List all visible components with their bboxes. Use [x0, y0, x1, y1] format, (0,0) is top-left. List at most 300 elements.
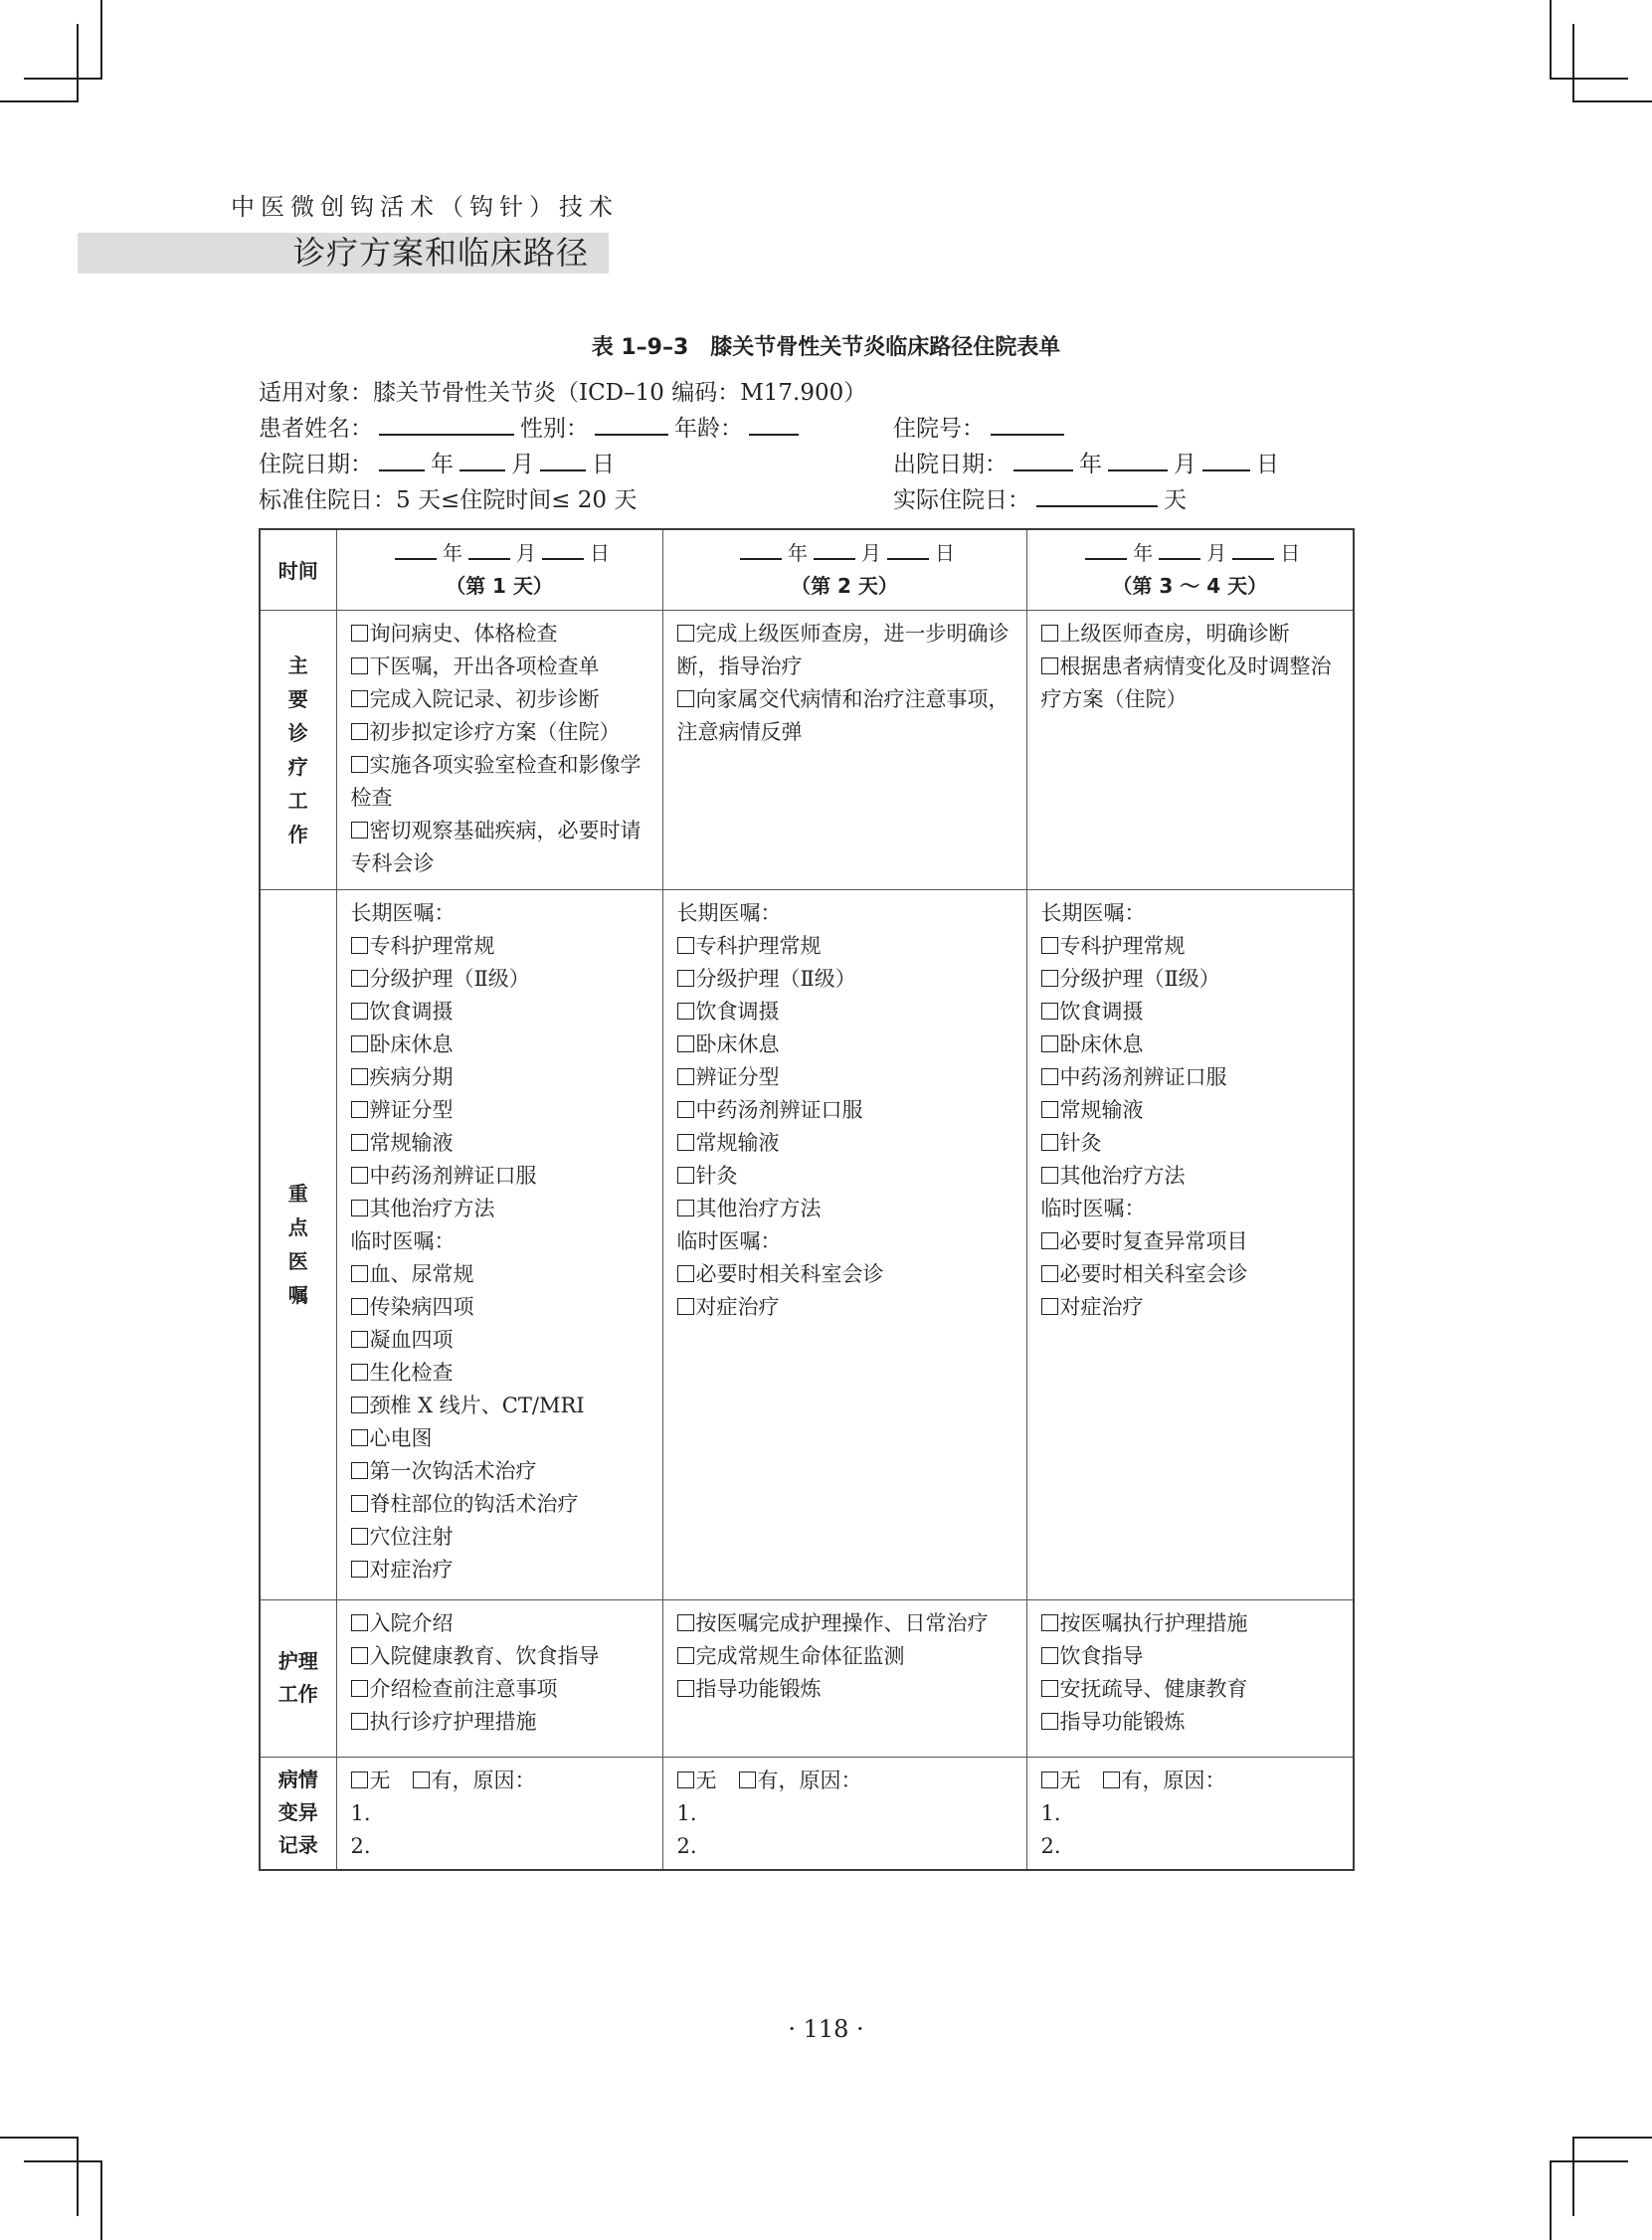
item-label: 入院介绍 — [369, 1610, 454, 1635]
item-label: 血、尿常规 — [369, 1261, 474, 1286]
checkbox-none[interactable] — [351, 1772, 368, 1788]
item-label: 颈椎 X 线片、CT/MRI — [369, 1393, 585, 1417]
days-unit: 天 — [1164, 487, 1187, 513]
checkbox[interactable] — [351, 1462, 368, 1479]
checkbox-none[interactable] — [1041, 1772, 1058, 1788]
list-cell — [336, 610, 662, 889]
checkbox[interactable] — [677, 1200, 694, 1216]
list-item — [351, 996, 650, 1028]
crop-mark — [1550, 78, 1628, 80]
list-item — [677, 1061, 1014, 1094]
checkbox[interactable] — [351, 970, 368, 987]
list-cell — [1026, 889, 1354, 1599]
item-label: 按医嘱执行护理措施 — [1059, 1610, 1248, 1635]
item-label: 辨证分型 — [695, 1064, 780, 1089]
checkbox[interactable] — [1041, 1713, 1058, 1730]
day-field[interactable] — [1232, 538, 1274, 560]
year-label: 年 — [443, 540, 462, 565]
section-title: 诊疗方案和临床路径 — [292, 234, 589, 272]
crop-mark — [1550, 0, 1552, 80]
checkbox-yes[interactable] — [413, 1772, 430, 1788]
crop-mark — [1572, 2137, 1574, 2216]
admission-month-field[interactable] — [459, 450, 505, 471]
day-column-header — [336, 529, 662, 610]
time-label: 时间 — [277, 559, 318, 584]
variance-item[interactable]: 2. — [676, 1833, 697, 1858]
admission-year-field[interactable] — [379, 450, 425, 471]
item-label: 中药汤剂辨证口服 — [695, 1097, 863, 1122]
crop-mark — [1572, 2137, 1652, 2139]
list-item — [677, 1028, 1014, 1061]
year-field[interactable] — [740, 538, 782, 560]
standard-stay: 标准住院日：5 天≤住院时间≤ 20 天 — [259, 487, 638, 513]
list-item — [351, 1488, 650, 1521]
day-label: （第 3 ～ 4 天） — [1112, 573, 1268, 598]
none-label: 无 — [695, 1768, 717, 1792]
variance-item[interactable]: 2. — [1040, 1833, 1061, 1858]
checkbox[interactable] — [1041, 1298, 1058, 1315]
actual-stay-line — [893, 482, 1187, 518]
checkbox[interactable] — [351, 657, 368, 674]
item-label: 专科护理常规 — [695, 933, 822, 958]
item-label: 分级护理（Ⅱ级） — [695, 966, 856, 991]
month-field[interactable] — [1159, 538, 1200, 560]
actual-stay-field[interactable] — [1036, 485, 1158, 507]
yes-reason-label: 有，原因： — [757, 1768, 862, 1792]
applicable-subject: 适用对象：膝关节骨性关节炎（ICD–10 编码：M17.900） — [259, 380, 867, 406]
checkbox-yes[interactable] — [1103, 1772, 1120, 1788]
list-item — [1041, 1225, 1342, 1258]
checkbox[interactable] — [677, 1680, 694, 1697]
checkbox[interactable] — [351, 690, 368, 707]
checkbox[interactable] — [1041, 1003, 1058, 1020]
yes-reason-label: 有，原因： — [1121, 1768, 1226, 1792]
month-label: 月 — [861, 540, 881, 565]
list-cell — [336, 1599, 662, 1757]
checkbox-yes[interactable] — [739, 1772, 756, 1788]
item-label: 穴位注射 — [369, 1524, 454, 1549]
list-item — [677, 1291, 1014, 1324]
item-label: 常规输液 — [695, 1130, 780, 1155]
item-label: 介绍检查前注意事项 — [369, 1676, 558, 1701]
list-item — [1041, 1061, 1342, 1094]
item-label: 其他治疗方法 — [369, 1196, 495, 1220]
variance-item[interactable]: 2. — [350, 1833, 371, 1858]
checkbox[interactable] — [351, 1068, 368, 1085]
crop-mark — [1572, 24, 1574, 102]
row-header-nursing — [260, 1599, 336, 1757]
item-label: 疾病分期 — [369, 1064, 454, 1089]
list-item — [1041, 930, 1342, 963]
checkbox[interactable] — [1041, 1134, 1058, 1151]
item-label: 常规输液 — [1059, 1097, 1144, 1122]
day-label: 日 — [935, 540, 955, 565]
list-item — [351, 1640, 650, 1673]
row-header-label: 主要诊疗工作 — [287, 653, 308, 846]
none-label: 无 — [369, 1768, 391, 1792]
book-title: 中医微创钩活术（钩针）技术 — [231, 193, 619, 221]
list-item — [351, 1521, 650, 1554]
list-item — [1041, 1258, 1342, 1291]
row-header-key-orders — [260, 889, 336, 1599]
checkbox[interactable] — [677, 1101, 694, 1118]
checkbox[interactable] — [351, 1035, 368, 1052]
checkbox[interactable] — [1041, 1232, 1058, 1249]
crop-mark — [77, 2137, 79, 2216]
variance-cell — [336, 1757, 662, 1870]
list-item — [351, 618, 650, 651]
list-item — [351, 1455, 650, 1488]
list-item — [1041, 1607, 1342, 1640]
list-item — [351, 1607, 650, 1640]
item-label: 实施各项实验室检查和影像学检查 — [350, 752, 642, 810]
clinical-pathway-table — [259, 528, 1355, 1871]
crop-mark — [1550, 2160, 1552, 2240]
table-row-nursing — [260, 1599, 1354, 1757]
checkbox[interactable] — [1041, 1167, 1058, 1184]
item-label: 卧床休息 — [369, 1031, 454, 1056]
checkbox[interactable] — [351, 1647, 368, 1664]
table-row-main-work — [260, 610, 1354, 889]
list-cell — [662, 610, 1026, 889]
age-label: 年龄： — [674, 416, 743, 442]
variance-item[interactable]: 1. — [1040, 1800, 1061, 1825]
list-cell — [662, 1599, 1026, 1757]
table-row-key-orders — [260, 889, 1354, 1599]
day-label: 日 — [1280, 540, 1301, 565]
discharge-year-field[interactable] — [1013, 450, 1073, 471]
list-item — [1041, 1028, 1342, 1061]
item-label: 中药汤剂辨证口服 — [369, 1163, 537, 1188]
item-label: 常规输液 — [369, 1130, 454, 1155]
list-item — [351, 1706, 650, 1739]
item-label: 指导功能锻炼 — [695, 1676, 822, 1701]
item-label: 心电图 — [369, 1425, 433, 1450]
item-label: 上级医师查房，明确诊断 — [1059, 621, 1290, 646]
admission-no-line — [893, 411, 1070, 447]
crop-mark — [24, 78, 102, 80]
list-item — [677, 1193, 1014, 1225]
checkbox[interactable] — [351, 1495, 368, 1512]
list-item — [1041, 1673, 1342, 1706]
list-item — [677, 1640, 1014, 1673]
year-label: 年 — [788, 540, 808, 565]
item-label: 对症治疗 — [369, 1557, 454, 1582]
checkbox[interactable] — [351, 1680, 368, 1697]
discharge-day-field[interactable] — [1202, 450, 1250, 471]
table-header-row — [260, 529, 1354, 610]
crop-mark — [0, 100, 79, 102]
patient-name-field[interactable] — [379, 414, 514, 436]
list-item — [351, 1258, 650, 1291]
item-label: 第一次钩活术治疗 — [369, 1458, 537, 1483]
checkbox[interactable] — [351, 1561, 368, 1578]
long-term-orders-label: 长期医嘱： — [350, 900, 456, 925]
checkbox[interactable] — [351, 822, 368, 839]
temporary-orders-label: 临时医嘱： — [350, 1228, 456, 1253]
item-label: 凝血四项 — [369, 1327, 454, 1352]
month-field[interactable] — [814, 538, 855, 560]
crop-mark — [1550, 2160, 1628, 2162]
list-item — [677, 1673, 1014, 1706]
checkbox[interactable] — [351, 937, 368, 954]
checkbox[interactable] — [677, 1134, 694, 1151]
page-number: · 118 · — [788, 2015, 864, 2043]
checkbox[interactable] — [1041, 1035, 1058, 1052]
list-item — [351, 1061, 650, 1094]
row-header-label: 重点医嘱 — [287, 1182, 308, 1307]
crop-mark — [0, 2137, 79, 2139]
gender-field[interactable] — [595, 414, 668, 436]
item-label: 辨证分型 — [369, 1097, 454, 1122]
list-item — [351, 1673, 650, 1706]
checkbox[interactable] — [351, 1713, 368, 1730]
item-label: 必要时相关科室会诊 — [695, 1261, 884, 1286]
checkbox[interactable] — [351, 1528, 368, 1545]
variance-cell — [1026, 1757, 1354, 1870]
table-title: 表 1–9–3 膝关节骨性关节炎临床路径住院表单 — [591, 335, 1061, 360]
item-label: 密切观察基础疾病，必要时请专科会诊 — [350, 818, 642, 875]
item-label: 卧床休息 — [695, 1031, 780, 1056]
checkbox[interactable] — [351, 1429, 368, 1446]
discharge-date-line — [893, 447, 1279, 482]
list-item — [351, 683, 650, 716]
list-item — [351, 930, 650, 963]
item-label: 完成常规生命体征监测 — [695, 1643, 905, 1668]
day-field[interactable] — [542, 538, 584, 560]
list-item — [1041, 1640, 1342, 1673]
list-item — [677, 930, 1014, 963]
crop-mark — [24, 2160, 102, 2162]
checkbox[interactable] — [351, 1331, 368, 1348]
row-header-main-work — [260, 610, 336, 889]
list-item — [351, 815, 650, 880]
row-header-variance — [260, 1757, 336, 1870]
admission-day-field[interactable] — [540, 450, 586, 471]
table-row-variance — [260, 1757, 1354, 1870]
item-label: 下医嘱，开出各项检查单 — [369, 653, 600, 678]
checkbox[interactable] — [1041, 970, 1058, 987]
crop-mark — [100, 2160, 102, 2240]
checkbox[interactable] — [677, 625, 694, 642]
item-label: 对症治疗 — [695, 1294, 780, 1319]
crop-mark — [100, 0, 102, 80]
month-label: 月 — [1206, 540, 1227, 565]
list-item — [351, 1127, 650, 1160]
item-label: 指导功能锻炼 — [1059, 1709, 1186, 1734]
list-item — [1041, 1291, 1342, 1324]
item-label: 饮食调摄 — [695, 999, 780, 1024]
long-term-orders-label: 长期医嘱： — [676, 900, 782, 925]
item-label: 初步拟定诊疗方案（住院） — [369, 719, 621, 744]
year-field[interactable] — [1085, 538, 1127, 560]
item-label: 向家属交代病情和治疗注意事项，注意病情反弹 — [676, 686, 1010, 744]
list-item — [351, 1324, 650, 1357]
item-label: 执行诊疗护理措施 — [369, 1709, 537, 1734]
item-label: 传染病四项 — [369, 1294, 474, 1319]
row-header-label: 病情变异记录 — [277, 1768, 318, 1857]
checkbox[interactable] — [351, 1364, 368, 1381]
temporary-orders-label: 临时医嘱： — [1040, 1196, 1146, 1220]
list-item — [1041, 651, 1342, 716]
checkbox[interactable] — [1041, 1265, 1058, 1282]
day-label: （第 2 天） — [791, 573, 898, 598]
checkbox[interactable] — [677, 690, 694, 707]
day-label: （第 1 天） — [446, 573, 553, 598]
list-item — [351, 1554, 650, 1587]
month-field[interactable] — [468, 538, 510, 560]
age-field[interactable] — [749, 414, 799, 436]
list-item — [351, 1028, 650, 1061]
item-label: 饮食指导 — [1059, 1643, 1144, 1668]
checkbox-none[interactable] — [677, 1772, 694, 1788]
item-label: 必要时复查异常项目 — [1059, 1228, 1248, 1253]
year-label: 年 — [431, 452, 454, 477]
admission-no-field[interactable] — [991, 414, 1064, 436]
list-item — [677, 618, 1014, 683]
crop-mark — [1572, 100, 1652, 102]
list-item — [1041, 963, 1342, 996]
item-label: 按医嘱完成护理操作、日常治疗 — [695, 1610, 989, 1635]
checkbox[interactable] — [351, 756, 368, 773]
list-item — [1041, 1706, 1342, 1739]
checkbox[interactable] — [677, 937, 694, 954]
item-label: 饮食调摄 — [1059, 999, 1144, 1024]
list-item — [1041, 1127, 1342, 1160]
list-item — [351, 963, 650, 996]
admission-no-label: 住院号： — [893, 416, 985, 442]
list-item — [351, 1291, 650, 1324]
item-label: 脊柱部位的钩活术治疗 — [369, 1491, 579, 1516]
year-label: 年 — [1079, 452, 1102, 477]
item-label: 完成上级医师查房，进一步明确诊断，指导治疗 — [676, 621, 1010, 678]
list-item — [677, 1127, 1014, 1160]
crop-mark — [77, 24, 79, 102]
list-item — [351, 1390, 650, 1422]
item-label: 根据患者病情变化及时调整治疗方案（住院） — [1040, 653, 1332, 711]
month-label: 月 — [511, 452, 534, 477]
item-label: 安抚疏导、健康教育 — [1059, 1676, 1248, 1701]
item-label: 针灸 — [695, 1163, 738, 1188]
day-field[interactable] — [887, 538, 929, 560]
day-column-header — [1026, 529, 1354, 610]
checkbox[interactable] — [1041, 625, 1058, 642]
item-label: 针灸 — [1059, 1130, 1102, 1155]
checkbox[interactable] — [1041, 1068, 1058, 1085]
checkbox[interactable] — [677, 1647, 694, 1664]
checkbox[interactable] — [351, 1397, 368, 1413]
checkbox[interactable] — [1041, 1680, 1058, 1697]
long-term-orders-label: 长期医嘱： — [1040, 900, 1146, 925]
checkbox[interactable] — [677, 1265, 694, 1282]
checkbox[interactable] — [677, 1003, 694, 1020]
actual-stay-label: 实际住院日： — [893, 487, 1030, 513]
variance-item[interactable]: 1. — [676, 1800, 697, 1825]
checkbox[interactable] — [677, 1068, 694, 1085]
patient-info-line — [259, 411, 805, 447]
list-cell — [336, 889, 662, 1599]
list-item — [1041, 996, 1342, 1028]
list-item — [677, 996, 1014, 1028]
list-item — [677, 1607, 1014, 1640]
checkbox[interactable] — [351, 1614, 368, 1631]
day-label: 日 — [590, 540, 610, 565]
variance-cell — [662, 1757, 1026, 1870]
checkbox[interactable] — [677, 1167, 694, 1184]
item-label: 其他治疗方法 — [1059, 1163, 1186, 1188]
checkbox[interactable] — [677, 970, 694, 987]
item-label: 分级护理（Ⅱ级） — [1059, 966, 1220, 991]
discharge-month-field[interactable] — [1108, 450, 1168, 471]
item-label: 其他治疗方法 — [695, 1196, 822, 1220]
list-item — [677, 963, 1014, 996]
item-label: 饮食调摄 — [369, 999, 454, 1024]
year-label: 年 — [1133, 540, 1154, 565]
list-cell — [1026, 610, 1354, 889]
checkbox[interactable] — [351, 1265, 368, 1282]
list-cell — [662, 889, 1026, 1599]
list-item — [351, 1160, 650, 1193]
item-label: 生化检查 — [369, 1360, 454, 1385]
checkbox[interactable] — [1041, 937, 1058, 954]
admission-date-label: 住院日期： — [259, 452, 373, 477]
checkbox[interactable] — [1041, 1647, 1058, 1664]
gender-label: 性别： — [520, 416, 589, 442]
item-label: 询问病史、体格检查 — [369, 621, 558, 646]
none-label: 无 — [1059, 1768, 1081, 1792]
list-item — [351, 749, 650, 815]
list-item — [1041, 1160, 1342, 1193]
checkbox[interactable] — [351, 723, 368, 740]
checkbox[interactable] — [351, 625, 368, 642]
section-header-band — [78, 233, 609, 274]
list-item — [677, 683, 1014, 749]
checkbox[interactable] — [1041, 1101, 1058, 1118]
checkbox[interactable] — [351, 1134, 368, 1151]
list-item — [1041, 618, 1342, 651]
checkbox[interactable] — [1041, 1614, 1058, 1631]
checkbox[interactable] — [677, 1614, 694, 1631]
year-field[interactable] — [395, 538, 437, 560]
checkbox[interactable] — [677, 1035, 694, 1052]
item-label: 专科护理常规 — [1059, 933, 1186, 958]
list-item — [677, 1258, 1014, 1291]
checkbox[interactable] — [351, 1003, 368, 1020]
list-item — [351, 1422, 650, 1455]
checkbox[interactable] — [1041, 657, 1058, 674]
list-item — [351, 716, 650, 749]
row-header-label: 护理工作 — [277, 1649, 318, 1706]
checkbox[interactable] — [351, 1200, 368, 1216]
month-label: 月 — [1174, 452, 1196, 477]
checkbox[interactable] — [351, 1101, 368, 1118]
temporary-orders-label: 临时医嘱： — [676, 1228, 782, 1253]
list-item — [351, 651, 650, 683]
item-label: 入院健康教育、饮食指导 — [369, 1643, 600, 1668]
checkbox[interactable] — [351, 1167, 368, 1184]
time-header — [260, 529, 336, 610]
checkbox[interactable] — [677, 1298, 694, 1315]
admission-date-line — [259, 447, 615, 482]
list-item — [677, 1094, 1014, 1127]
list-item — [351, 1357, 650, 1390]
variance-item[interactable]: 1. — [350, 1800, 371, 1825]
item-label: 必要时相关科室会诊 — [1059, 1261, 1248, 1286]
discharge-date-label: 出院日期： — [893, 452, 1008, 477]
checkbox[interactable] — [351, 1298, 368, 1315]
yes-reason-label: 有，原因： — [431, 1768, 536, 1792]
item-label: 完成入院记录、初步诊断 — [369, 686, 600, 711]
